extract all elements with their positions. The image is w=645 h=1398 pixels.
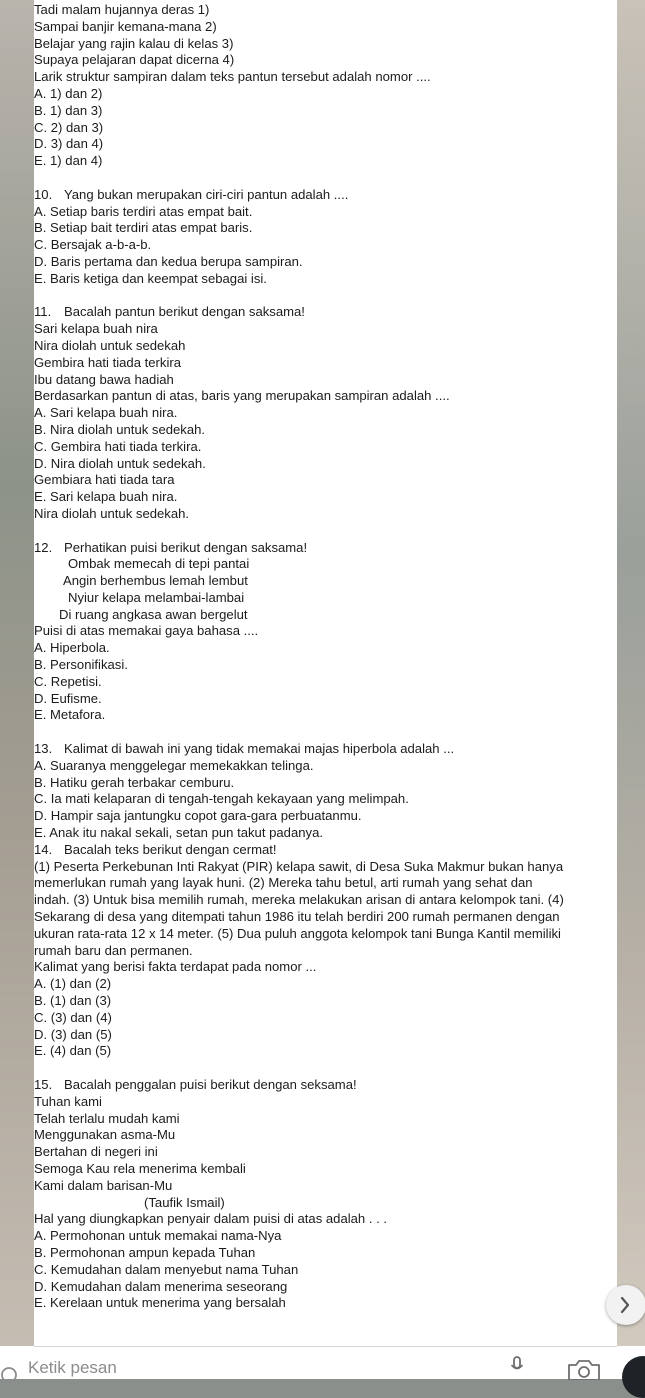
message-input[interactable]: Ketik pesan xyxy=(28,1358,117,1377)
answer-option: A. Sari kelapa buah nira. xyxy=(34,405,178,421)
answer-option: E. Sari kelapa buah nira. xyxy=(34,489,178,505)
text-line: Supaya pelajaran dapat dicerna 4) xyxy=(34,52,235,68)
answer-option: E. Baris ketiga dan keempat sebagai isi. xyxy=(34,270,267,286)
answer-option: A. Permohonan untuk memakai nama-Nya xyxy=(34,1228,282,1244)
poem-line: Tuhan kami xyxy=(34,1093,102,1109)
text-line: Sampai banjir kemana-mana 2) xyxy=(34,18,217,34)
answer-option: C. Kemudahan dalam menyebut nama Tuhan xyxy=(34,1261,299,1277)
question-text: Kalimat yang berisi fakta terdapat pada nomor ... xyxy=(34,959,317,975)
answer-option: B. (1) dan (3) xyxy=(34,993,112,1009)
answer-option: B. 1) dan 3) xyxy=(34,102,103,118)
poem-attribution: (Taufik Ismail) xyxy=(144,1194,225,1210)
poem-line: Nyiur kelapa melambai-lambai xyxy=(68,589,245,605)
message-composer xyxy=(0,1346,645,1379)
poem-line: Kami dalam barisan-Mu xyxy=(34,1177,173,1193)
question-14: 14. Bacalah teks berikut dengan cermat! xyxy=(34,841,277,857)
answer-option: B. Personifikasi. xyxy=(34,657,128,673)
answer-option: D. Eufisme. xyxy=(34,690,102,706)
poem-line: Gembira hati tiada terkira xyxy=(34,354,182,370)
answer-option: D. 3) dan 4) xyxy=(34,136,104,152)
answer-option: E. 1) dan 4) xyxy=(34,153,103,169)
question-11: 11. Bacalah pantun berikut dengan saksama! xyxy=(34,304,305,320)
paragraph-line: memerlukan rumah yang layak huni. (2) Mereka tahu betul, arti rumah yang sehat dan xyxy=(34,875,533,891)
camera-icon[interactable] xyxy=(566,1356,602,1380)
question-13: 13. Kalimat di bawah ini yang tidak memakai majas hiperbola adalah ... xyxy=(34,741,455,757)
background-left xyxy=(0,0,34,1379)
poem-line: Nira diolah untuk sedekah xyxy=(34,337,186,353)
answer-option: E. Anak itu nakal sekali, setan pun takut padanya. xyxy=(34,825,323,841)
answer-option: C. Repetisi. xyxy=(34,673,102,689)
poem-line: Bertahan di negeri ini xyxy=(34,1144,158,1160)
poem-line: Menggunakan asma-Mu xyxy=(34,1127,176,1143)
poem-line: Sari kelapa buah nira xyxy=(34,321,158,337)
answer-option-continued: Nira diolah untuk sedekah. xyxy=(34,505,190,521)
answer-option: B. Setiap bait terdiri atas empat baris. xyxy=(34,220,253,236)
paragraph-line: (1) Peserta Perkebunan Inti Rakyat (PIR) kelapa sawit, di Desa Suka Makmur bukan hanya xyxy=(34,858,564,874)
text-line: Tadi malam hujannya deras 1) xyxy=(34,2,210,17)
answer-option: D. Baris pertama dan kedua berupa sampiran. xyxy=(34,253,303,269)
paragraph-line: Sekarang di desa yang ditempati tahun 1986 itu telah berdiri 200 rumah permanen dengan xyxy=(34,909,560,925)
answer-option: B. Permohonan ampun kepada Tuhan xyxy=(34,1244,256,1260)
paragraph-line: indah. (3) Untuk bisa memilih rumah, mereka melakukan arisan di antara kelompok tani. (4) xyxy=(34,892,564,908)
question-10: 10. Yang bukan merupakan ciri-ciri pantun adalah .... xyxy=(34,186,349,202)
poem-line: Ombak memecah di tepi pantai xyxy=(68,556,250,572)
question-text: Larik struktur sampiran dalam teks pantun tersebut adalah nomor .... xyxy=(34,69,431,85)
paragraph-line: ukuran rata-rata 12 x 14 meter. (5) Dua puluh anggota kelompok tani Bunga Kantil memiliki xyxy=(34,925,561,941)
poem-line: Di ruang angkasa awan bergelut xyxy=(59,606,248,622)
answer-option: A. Setiap baris terdiri atas empat bait. xyxy=(34,203,253,219)
answer-option: B. Nira diolah untuk sedekah. xyxy=(34,421,206,437)
answer-option: A. (1) dan (2) xyxy=(34,976,112,992)
microphone-icon[interactable] xyxy=(510,1356,524,1376)
answer-option: A. 1) dan 2) xyxy=(34,85,103,101)
question-12: 12. Perhatikan puisi berikut dengan saksama! xyxy=(34,539,308,555)
answer-option: C. Ia mati kelaparan di tengah-tengah kekayaan yang melimpah. xyxy=(34,791,409,807)
poem-line: Telah terlalu mudah kami xyxy=(34,1110,180,1126)
answer-option: A. Hiperbola. xyxy=(34,640,110,656)
question-text: Hal yang diungkapkan penyair dalam puisi di atas adalah . . . xyxy=(34,1211,388,1227)
answer-option: A. Suaranya menggelegar memekakkan telinga. xyxy=(34,757,314,773)
answer-option: D. Hampir saja jantungku copot gara-gara perbuatanmu. xyxy=(34,808,362,824)
poem-line: Ibu datang bawa hadiah xyxy=(34,371,174,387)
answer-option: E. Kerelaan untuk menerima yang bersalah xyxy=(34,1295,286,1311)
document-page xyxy=(34,0,617,1346)
poem-line: Semoga Kau rela menerima kembali xyxy=(34,1160,246,1176)
answer-option: D. Nira diolah untuk sedekah. xyxy=(34,455,206,471)
answer-option: C. Gembira hati tiada terkira. xyxy=(34,438,202,454)
answer-option: D. Kemudahan dalam menerima seseorang xyxy=(34,1278,288,1294)
paragraph-line: rumah baru dan permanen. xyxy=(34,942,193,958)
answer-option: E. (4) dan (5) xyxy=(34,1043,112,1059)
poem-line: Angin berhembus lemah lembut xyxy=(63,573,248,589)
background-right xyxy=(615,0,645,1379)
answer-option: E. Metafora. xyxy=(34,707,106,723)
question-text: Puisi di atas memakai gaya bahasa .... xyxy=(34,623,259,639)
question-text: Berdasarkan pantun di atas, baris yang merupakan sampiran adalah .... xyxy=(34,388,450,404)
answer-option: D. (3) dan (5) xyxy=(34,1026,112,1042)
scroll-down-button[interactable] xyxy=(606,1285,645,1325)
answer-option: C. (3) dan (4) xyxy=(34,1009,112,1025)
answer-option: B. Hatiku gerah terbakar cemburu. xyxy=(34,774,235,790)
text-line: Belajar yang rajin kalau di kelas 3) xyxy=(34,35,234,51)
divider xyxy=(34,1346,617,1347)
scroll-down-icon xyxy=(618,1295,634,1315)
answer-option-continued: Gembiara hati tiada tara xyxy=(34,472,175,488)
answer-option: C. Bersajak a-b-a-b. xyxy=(34,237,152,253)
question-15: 15. Bacalah penggalan puisi berikut dengan seksama! xyxy=(34,1077,357,1092)
emoji-icon[interactable] xyxy=(0,1366,18,1384)
answer-option: C. 2) dan 3) xyxy=(34,119,104,135)
